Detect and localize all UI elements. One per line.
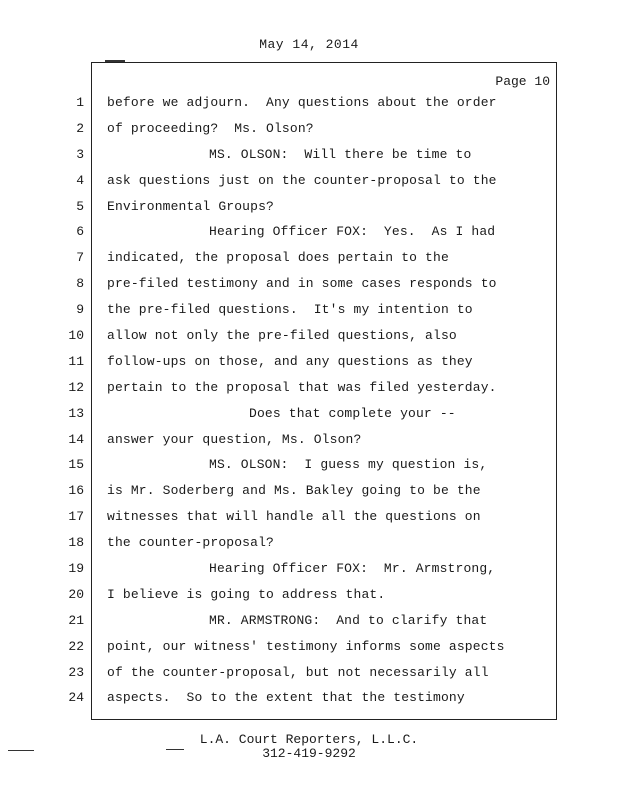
line-text: of the counter-proposal, but not necessarily all <box>107 664 489 680</box>
line-text: the counter-proposal? <box>107 535 274 551</box>
transcript-line <box>0 533 618 559</box>
court-reporter-phone: 312-419-9292 <box>262 746 356 761</box>
line-text: pre-filed testimony and in some cases responds to <box>107 276 497 292</box>
line-text: follow-ups on those, and any questions as they <box>107 353 473 369</box>
line-number: 4 <box>76 172 84 188</box>
line-text: witnesses that will handle all the questions on <box>107 509 481 525</box>
transcript-line <box>0 352 618 378</box>
transcript-line <box>0 248 618 274</box>
page-number: Page 10 <box>495 74 550 89</box>
line-number: 3 <box>76 146 84 162</box>
line-text: aspects. So to the extent that the testimony <box>107 690 465 706</box>
transcript-line <box>0 171 618 197</box>
line-text: the pre-filed questions. It's my intention to <box>107 302 473 318</box>
line-number: 18 <box>68 535 84 551</box>
line-number: 5 <box>76 198 84 214</box>
transcript-line <box>0 197 618 223</box>
transcript-line <box>0 404 618 430</box>
line-text: Does that complete your -- <box>249 405 456 421</box>
line-text: allow not only the pre-filed questions, also <box>107 328 457 344</box>
line-number: 1 <box>76 95 84 110</box>
line-number: 20 <box>68 586 84 602</box>
line-text: Hearing Officer FOX: Mr. Armstrong, <box>209 561 496 577</box>
transcript-line <box>0 481 618 507</box>
line-text: MS. OLSON: I guess my question is, <box>209 457 488 473</box>
line-text: Environmental Groups? <box>107 198 274 214</box>
line-text: I believe is going to address that. <box>107 586 386 602</box>
scan-mark <box>166 749 184 750</box>
transcript-line <box>0 611 618 637</box>
transcript-date: May 14, 2014 <box>259 37 359 52</box>
line-text: MS. OLSON: Will there be time to <box>209 146 472 162</box>
line-number: 2 <box>76 120 84 136</box>
line-text: MR. ARMSTRONG: And to clarify that <box>209 612 488 628</box>
line-number: 15 <box>68 457 84 473</box>
transcript-line <box>0 300 618 326</box>
transcript-line <box>0 663 618 689</box>
line-number: 13 <box>68 405 84 421</box>
line-text: Hearing Officer FOX: Yes. As I had <box>209 224 496 240</box>
transcript-line <box>0 585 618 611</box>
transcript-line <box>0 455 618 481</box>
line-number: 7 <box>76 250 84 266</box>
line-number: 10 <box>68 328 84 344</box>
scan-mark <box>105 60 125 62</box>
line-number: 22 <box>68 638 84 654</box>
line-text: ask questions just on the counter-proposal to the <box>107 172 497 188</box>
line-text: is Mr. Soderberg and Ms. Bakley going to be the <box>107 483 481 499</box>
line-number: 12 <box>68 379 84 395</box>
line-number: 23 <box>68 664 84 680</box>
court-reporter-name: L.A. Court Reporters, L.L.C. <box>199 732 419 747</box>
transcript-line <box>0 222 618 248</box>
scan-mark <box>8 750 34 751</box>
line-text: point, our witness' testimony informs some aspects <box>107 638 505 654</box>
transcript-line <box>0 430 618 456</box>
line-number: 24 <box>68 690 84 706</box>
line-text: before we adjourn. Any questions about the order <box>107 95 497 110</box>
line-text: answer your question, Ms. Olson? <box>107 431 362 447</box>
transcript-line <box>0 274 618 300</box>
line-number: 11 <box>68 353 84 369</box>
line-text: indicated, the proposal does pertain to the <box>107 250 449 266</box>
transcript-line <box>0 326 618 352</box>
transcript-line <box>0 507 618 533</box>
line-number: 14 <box>68 431 84 447</box>
line-text: pertain to the proposal that was filed yesterday. <box>107 379 497 395</box>
line-number: 21 <box>68 612 84 628</box>
line-number: 9 <box>76 302 84 318</box>
line-number: 16 <box>68 483 84 499</box>
transcript-line <box>0 145 618 171</box>
transcript-line <box>0 688 618 714</box>
transcript-line <box>0 119 618 145</box>
transcript-lines <box>0 93 618 714</box>
transcript-line <box>0 559 618 585</box>
transcript-line <box>0 637 618 663</box>
line-number: 17 <box>68 509 84 525</box>
line-number: 8 <box>76 276 84 292</box>
line-number: 19 <box>68 561 84 577</box>
transcript-line <box>0 378 618 404</box>
transcript-line <box>0 93 618 119</box>
footer <box>0 733 618 761</box>
line-number: 6 <box>76 224 84 240</box>
line-text: of proceeding? Ms. Olson? <box>107 120 314 136</box>
